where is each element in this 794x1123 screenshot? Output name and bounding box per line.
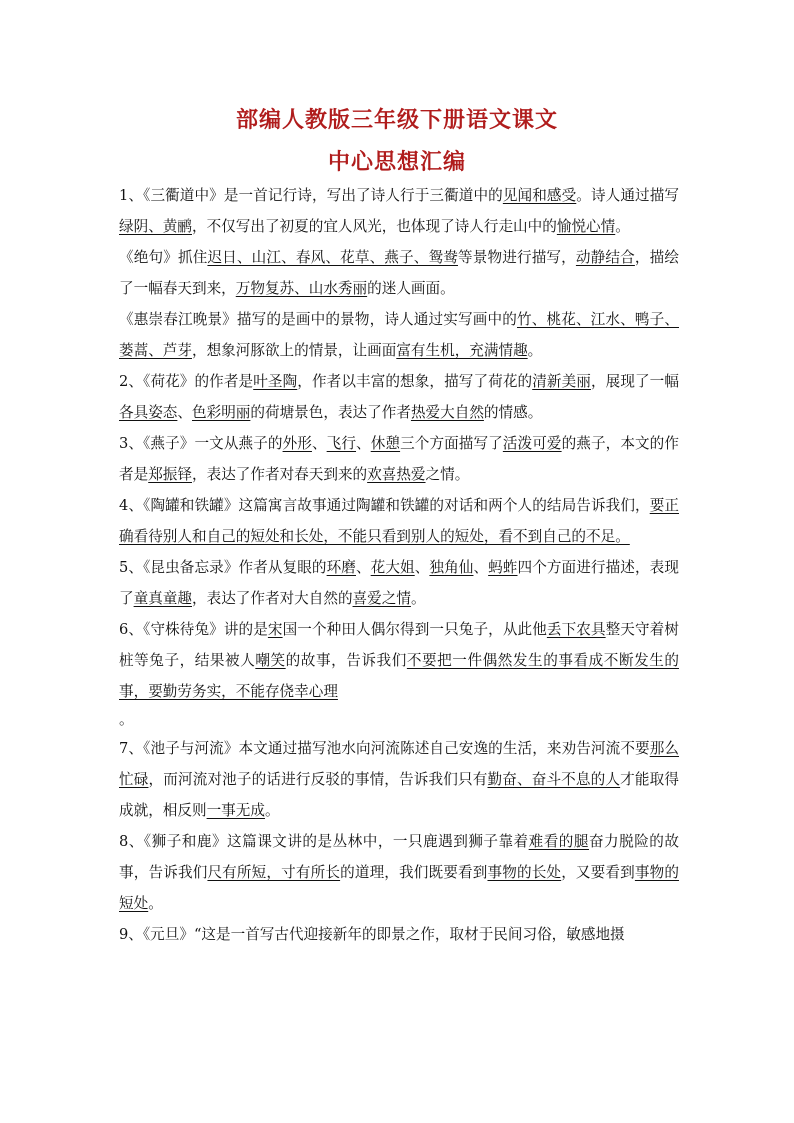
- text-segment: ，描绘了一幅春天到来，: [119, 249, 679, 297]
- underlined-text: 一事无成: [206, 802, 265, 819]
- paragraph: [119, 242, 679, 304]
- underlined-text: 童真童趣: [133, 590, 192, 607]
- paragraph: [119, 919, 679, 950]
- text-segment: ，不仅写出了初夏的宜人风光，也体现了诗人行走山中的: [191, 218, 557, 235]
- underlined-text: 蚂蚱: [488, 559, 518, 576]
- text-segment: 1、《三衢道中》是一首记行诗，写出了诗人行于三衢道中的: [119, 187, 503, 204]
- text-segment: 、: [311, 435, 327, 452]
- text-segment: 奋力脱险的故事，告诉我们: [119, 833, 679, 881]
- document-title: 部编人教版三年级下册语文课文: [235, 107, 558, 133]
- underlined-text: 万物复苏、山水秀丽: [235, 280, 368, 297]
- underlined-text: 外形: [282, 435, 312, 452]
- underlined-text: 迟日、山江、春风、花草、燕子、鸳鸯: [207, 249, 458, 266]
- underlined-text: 环磨: [326, 559, 356, 576]
- underlined-text: 独角仙: [429, 559, 474, 576]
- underlined-text: 要正确看待别人和自己的短处和长处，不能只看到别人的短处，看不到自己的不足。: [119, 497, 679, 545]
- underlined-text: 各具姿态: [119, 404, 178, 421]
- text-segment: 。: [410, 590, 426, 607]
- underlined-text: 嘲笑: [255, 652, 286, 669]
- text-segment: 9、《元旦》“这是一首写古代迎接新年的即景之作，取材于民间习俗，敏感地摄: [119, 926, 625, 943]
- underlined-text: 愉悦心情: [556, 218, 616, 235]
- paragraph: [119, 366, 679, 428]
- text-segment: 7、《池子与河流》本文通过描写池水向河流陈述自己安逸的生活，来劝告河流不要: [119, 740, 650, 757]
- text-segment: 的燕子，本文的作者是: [119, 435, 679, 483]
- underlined-text: 宋: [267, 621, 283, 638]
- text-segment: 8、《狮子和鹿》这篇课文讲的是丛林中，一只鹿遇到狮子靠着: [119, 833, 529, 850]
- paragraph: [119, 428, 679, 490]
- document-body: [119, 180, 679, 950]
- text-segment: 3、《燕子》一文从燕子的: [119, 435, 283, 452]
- underlined-text: 事物的短处: [119, 864, 679, 912]
- text-segment: 《绝句》抓住: [119, 249, 208, 266]
- underlined-text: 动静结合: [575, 249, 635, 266]
- underlined-text: 郑振铎: [148, 466, 192, 483]
- underlined-text: 喜爱之情: [352, 590, 411, 607]
- text-segment: 之情。: [425, 466, 470, 483]
- text-segment: ，展现了一幅: [590, 373, 679, 390]
- underlined-text: 事物的长处: [487, 864, 562, 881]
- paragraph: [119, 490, 679, 552]
- underlined-text: 绿阴、黄鹂: [119, 218, 192, 235]
- paragraph: [119, 304, 679, 366]
- text-segment: 三个方面描写了: [400, 435, 503, 452]
- text-segment: 、: [177, 404, 192, 421]
- text-segment: ，又要看到: [561, 864, 635, 881]
- text-segment: 的迷人画面。: [367, 280, 455, 297]
- text-segment: ，而河流对池子的话进行反驳的事情，告诉我们只有: [148, 771, 488, 788]
- text-segment: 6、《守株待兔》讲的是: [119, 621, 268, 638]
- text-segment: 才能取得成就，相反则: [119, 771, 679, 819]
- underlined-text: 叶圣陶: [253, 373, 298, 390]
- text-segment: 的道理，我们既要看到: [340, 864, 488, 881]
- text-segment: 整天守着树桩等兔子，结果被人: [119, 621, 679, 669]
- text-segment: 《惠崇春江晚景》描写的是画中的景物，诗人通过实写画中的: [119, 311, 517, 328]
- underlined-text: 不要把一件偶然发生的事看成不断发生的事，要勤劳务实，不能存侥幸心理: [119, 652, 679, 700]
- underlined-text: 尺有所短，寸有所长: [207, 864, 341, 881]
- text-segment: ，作者以丰富的想象，描写了荷花的: [297, 373, 533, 390]
- text-segment: 、: [356, 435, 371, 452]
- text-segment: 、: [473, 559, 489, 576]
- paragraph: [119, 552, 679, 614]
- text-segment: 2、《荷花》的作者是: [119, 373, 254, 390]
- underlined-text: 难看的腿: [528, 833, 589, 850]
- underlined-text: 清新美丽: [532, 373, 591, 390]
- text-segment: ，表达了作者对大自然的: [192, 590, 353, 607]
- text-segment: 、: [414, 559, 430, 576]
- underlined-text: 丢下农具: [546, 621, 606, 638]
- text-segment: 。: [615, 218, 630, 235]
- underlined-text: 竹、桃花、江水、鸭子、蒌蒿、芦芽: [119, 311, 679, 359]
- text-segment: ，想象河豚欲上的情景，让画面: [191, 342, 397, 359]
- text-segment: ，表达了作者对春天到来的: [192, 466, 368, 483]
- underlined-text: 花大姐: [370, 559, 415, 576]
- text-segment: 四个方面进行描述，表现了: [119, 559, 679, 607]
- underlined-text: 飞行: [326, 435, 357, 452]
- document-subtitle: 中心思想汇编: [327, 149, 466, 175]
- underlined-text: 勤奋、奋斗不息的人: [487, 771, 621, 788]
- text-segment: 。: [148, 895, 163, 912]
- stray-punctuation: 。: [119, 711, 134, 728]
- underlined-text: 见闻和感受: [502, 187, 577, 204]
- text-segment: 4、《陶罐和铁罐》这篇寓言故事通过陶罐和铁罐的对话和两个人的结局告诉我们，: [119, 497, 650, 514]
- text-segment: 的荷塘景色，表达了作者: [250, 404, 411, 421]
- text-segment: 国一个种田人偶尔得到一只兔子，从此他: [282, 621, 547, 638]
- underlined-text: 欢喜热爱: [367, 466, 426, 483]
- underlined-text: 活泼可爱: [502, 435, 562, 452]
- text-segment: 的故事，告诉我们: [285, 652, 407, 669]
- text-segment: 的情感。: [483, 404, 543, 421]
- underlined-text: 热爱大自然: [410, 404, 484, 421]
- paragraph: [119, 180, 679, 242]
- text-segment: 。: [264, 802, 280, 819]
- text-segment: 。: [527, 342, 543, 359]
- text-segment: 5、《昆虫备忘录》作者从复眼的: [119, 559, 327, 576]
- underlined-text: 那么忙碌: [119, 740, 679, 788]
- underlined-text: 休憩: [370, 435, 401, 452]
- text-segment: 。诗人通过描写: [576, 187, 679, 204]
- paragraph: [119, 733, 679, 826]
- paragraph: [119, 826, 679, 919]
- text-segment: 、: [355, 559, 371, 576]
- underlined-text: 色彩明丽: [192, 404, 251, 421]
- paragraph: [119, 614, 679, 733]
- text-segment: 等景物进行描写，: [458, 249, 576, 266]
- underlined-text: 富有生机，充满情趣: [396, 342, 528, 359]
